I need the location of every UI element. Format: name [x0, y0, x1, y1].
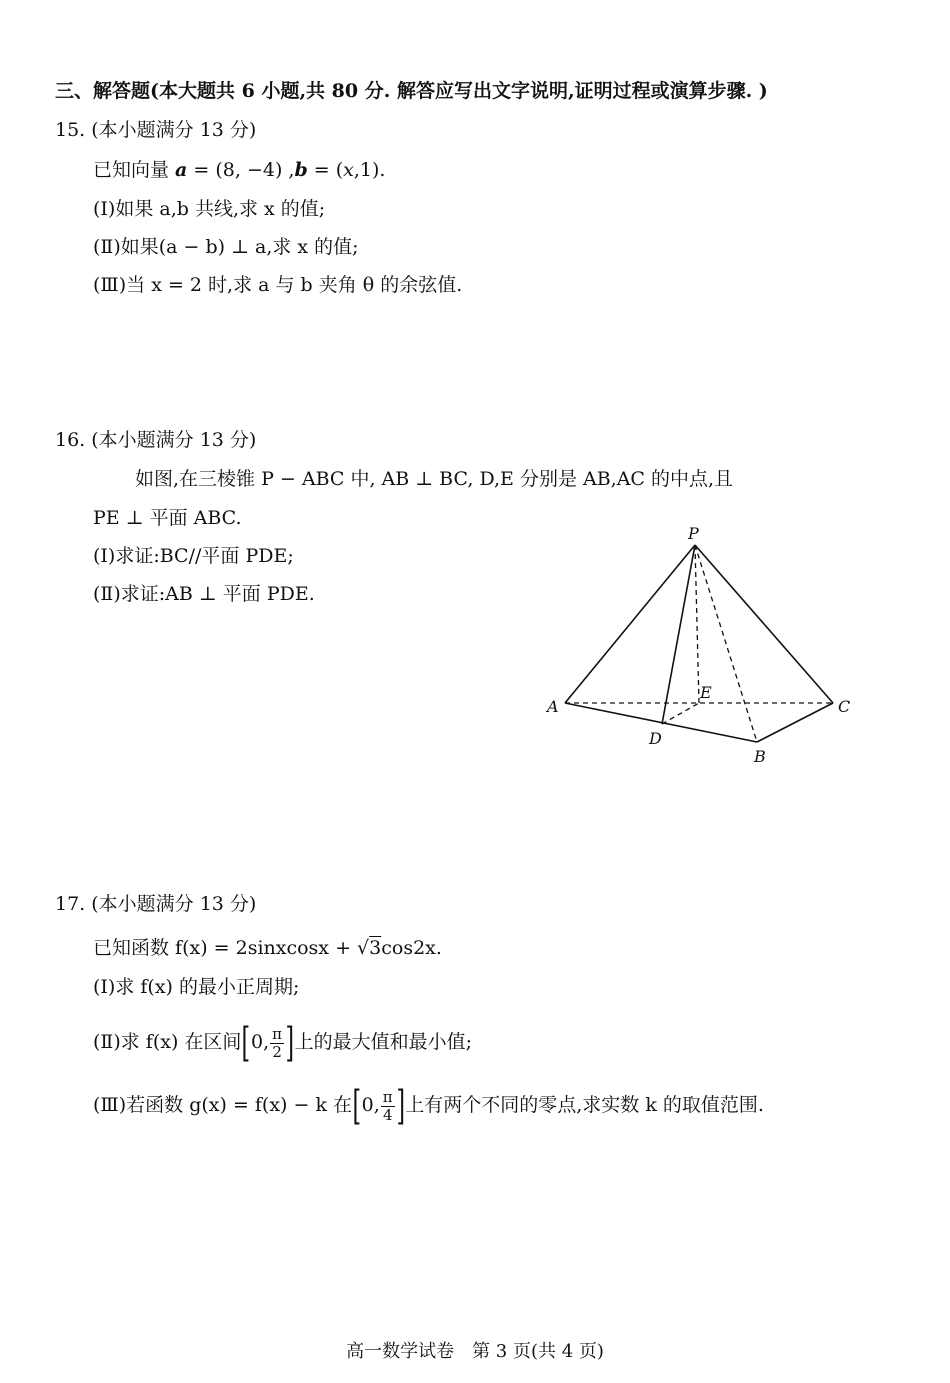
q16-part2-text: 求证:AB ⊥ 平面 PDE.: [120, 583, 315, 605]
q17-sqrt-radicand: 3: [369, 937, 382, 959]
q15-heading: [55, 117, 256, 143]
q16-part2-label: (Ⅱ): [93, 583, 121, 605]
q16-stem-line2: PE ⊥ 平面 ABC.: [93, 507, 242, 529]
q17-part1: [93, 974, 299, 1000]
q15-vector-b: b: [294, 159, 308, 181]
q17-part3-fraction: [381, 1087, 395, 1124]
q15-part2-label: (Ⅱ): [93, 236, 121, 258]
q15-points: (本小题满分 13 分): [91, 119, 257, 141]
edge-BC: [757, 703, 833, 742]
q15-part2-text: 如果(a − b) ⊥ a,求 x 的值;: [120, 236, 359, 258]
q15-stem-mid2: = (: [307, 159, 344, 181]
q15-stem-prefix: 已知向量: [93, 159, 176, 181]
q17-part2-label: (Ⅱ): [93, 1031, 121, 1053]
edge-DE-hidden: [662, 703, 699, 724]
pyramid-figure: [540, 515, 870, 770]
q16-part2: [93, 581, 315, 607]
q17-part1-label: (Ⅰ): [93, 976, 116, 998]
label-A: A: [547, 697, 559, 716]
q17-part3-right-bracket: ]: [396, 1083, 405, 1129]
q15-part1: [93, 196, 325, 222]
q17-number: 17.: [55, 893, 86, 915]
q17-part3-numerator: π: [382, 1087, 393, 1106]
label-P: P: [688, 524, 699, 543]
q17-points: (本小题满分 13 分): [91, 893, 257, 915]
q17-part2-before: 求 f(x) 在区间: [120, 1031, 242, 1053]
q15-part1-text: 如果 a,b 共线,求 x 的值;: [115, 198, 326, 220]
q15-number: 15.: [55, 119, 86, 141]
q17-part3: [93, 1083, 764, 1127]
q17-sqrt: √3: [357, 937, 382, 959]
label-E: E: [700, 683, 712, 702]
q17-part3-zero: 0,: [361, 1094, 380, 1116]
q16-points: (本小题满分 13 分): [91, 429, 257, 451]
q16-part1: [93, 543, 294, 569]
q16-part1-label: (Ⅰ): [93, 545, 116, 567]
q17-stem-suffix: cos2x.: [381, 937, 442, 959]
q17-part2-numerator: π: [272, 1024, 283, 1043]
q17-part2: [93, 1020, 472, 1064]
page-footer: 高一数学试卷 第 3 页(共 4 页): [346, 1341, 604, 1362]
q15-stem-mid1: = (8, −4) ,: [187, 159, 295, 181]
q17-part3-label: (Ⅲ): [93, 1094, 127, 1116]
q17-part1-text: 求 f(x) 的最小正周期;: [115, 976, 300, 998]
label-B: B: [754, 747, 766, 766]
q16-stem-line1: 如图,在三棱锥 P − ABC 中, AB ⊥ BC, D,E 分别是 AB,AC 的中点,且: [135, 468, 734, 490]
q17-part2-left-bracket: [: [241, 1020, 251, 1066]
q15-stem: [93, 157, 385, 183]
label-D: D: [649, 729, 662, 748]
q17-heading: [55, 891, 256, 917]
q17-part2-zero: 0,: [251, 1031, 270, 1053]
q15-var-x: x: [343, 159, 354, 181]
q15-stem-end: ,1).: [353, 159, 386, 181]
q17-stem-prefix: 已知函数 f(x) = 2sinxcosx +: [93, 937, 358, 959]
q15-part3-text: 当 x = 2 时,求 a 与 b 夹角 θ 的余弦值.: [126, 274, 463, 296]
label-C: C: [838, 697, 851, 716]
q15-part1-label: (Ⅰ): [93, 198, 116, 220]
q15-part2: [93, 234, 359, 260]
q16-heading: [55, 427, 256, 453]
edge-PE-hidden: [695, 545, 699, 703]
q15-part3-label: (Ⅲ): [93, 274, 127, 296]
q17-part2-right-bracket: ]: [285, 1020, 295, 1066]
q17-part2-after: 上的最大值和最小值;: [294, 1031, 473, 1053]
q16-number: 16.: [55, 429, 86, 451]
edge-PA: [565, 545, 695, 703]
q15-vector-a: a: [175, 159, 188, 181]
edge-PB-hidden: [695, 545, 757, 742]
q16-part1-text: 求证:BC//平面 PDE;: [115, 545, 294, 567]
q15-part3: [93, 272, 462, 298]
q17-part3-denominator: 4: [382, 1105, 393, 1124]
q17-part3-left-bracket: [: [352, 1083, 362, 1129]
q17-part3-before: 若函数 g(x) = f(x) − k 在: [126, 1094, 353, 1116]
edge-PC: [695, 545, 833, 703]
q17-part3-after: 上有两个不同的零点,求实数 k 的取值范围.: [405, 1094, 764, 1116]
edge-PD: [662, 545, 695, 724]
q17-part2-denominator: 2: [272, 1042, 282, 1061]
section-header: 三、解答题(本大题共 6 小题,共 80 分. 解答应写出文字说明,证明过程或演算步骤. ): [55, 80, 768, 102]
q17-stem: [93, 935, 442, 961]
q17-part2-fraction: [270, 1024, 284, 1061]
